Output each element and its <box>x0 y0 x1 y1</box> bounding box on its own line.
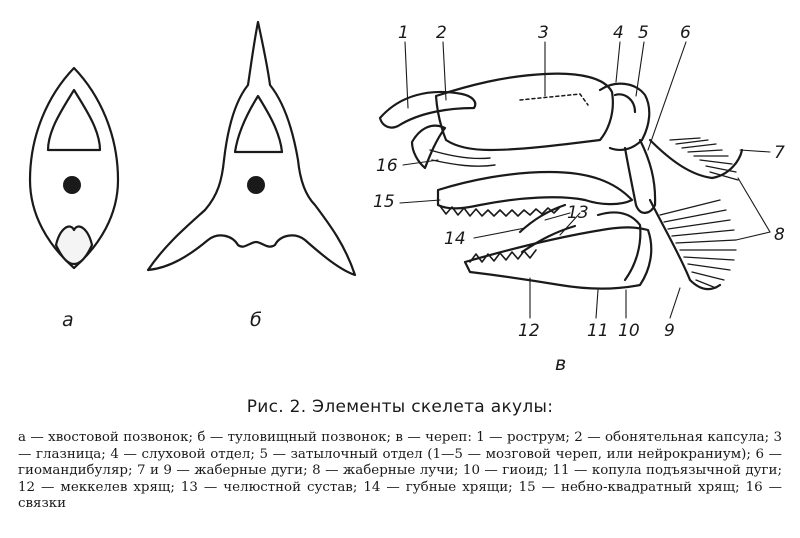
label-8: 8 <box>774 225 785 245</box>
label-10: 10 <box>618 321 640 341</box>
label-2: 2 <box>436 23 447 43</box>
figure-caption-title: Рис. 2. Элементы скелета акулы: <box>246 397 554 417</box>
label-16: 16 <box>376 156 398 176</box>
label-14: 14 <box>444 229 466 249</box>
figure-caption-legend: а — хвостовой позвонок; б — туловищный позвонок; в — череп: 1 — рострум; 2 — обонятельная капсула; 3 — глазница; 4 — слуховой отдел; 5 — затылочный отдел (1—5 — мозговой череп, или нейрокраниум); 6 — гиомандибуляр; 7 и 9 — жаберные дуги; 8 — жаберные лучи; 10 — гиоид; 11 — копула подъязычной дуги; 12 — меккелев хрящ; 13 — челюстной сустав; 14 — губные хрящи; 15 — небно-квадратный хрящ; 16 — связки <box>18 430 782 512</box>
label-12: 12 <box>518 321 540 341</box>
label-15: 15 <box>373 192 395 212</box>
label-3: 3 <box>538 23 549 43</box>
panel-label-v: в <box>555 353 567 375</box>
label-13: 13 <box>567 203 589 223</box>
caudal-vertebra-drawing <box>30 68 118 268</box>
panel-label-a: а <box>62 309 74 331</box>
label-5: 5 <box>638 23 649 43</box>
label-1: 1 <box>398 23 409 43</box>
label-11: 11 <box>587 321 609 341</box>
panel-label-b: б <box>250 309 262 331</box>
trunk-vertebra-drawing <box>148 22 355 275</box>
shark-skull-drawing <box>380 42 770 318</box>
label-6: 6 <box>680 23 691 43</box>
label-9: 9 <box>664 321 675 341</box>
label-4: 4 <box>613 23 624 43</box>
label-7: 7 <box>774 143 785 163</box>
